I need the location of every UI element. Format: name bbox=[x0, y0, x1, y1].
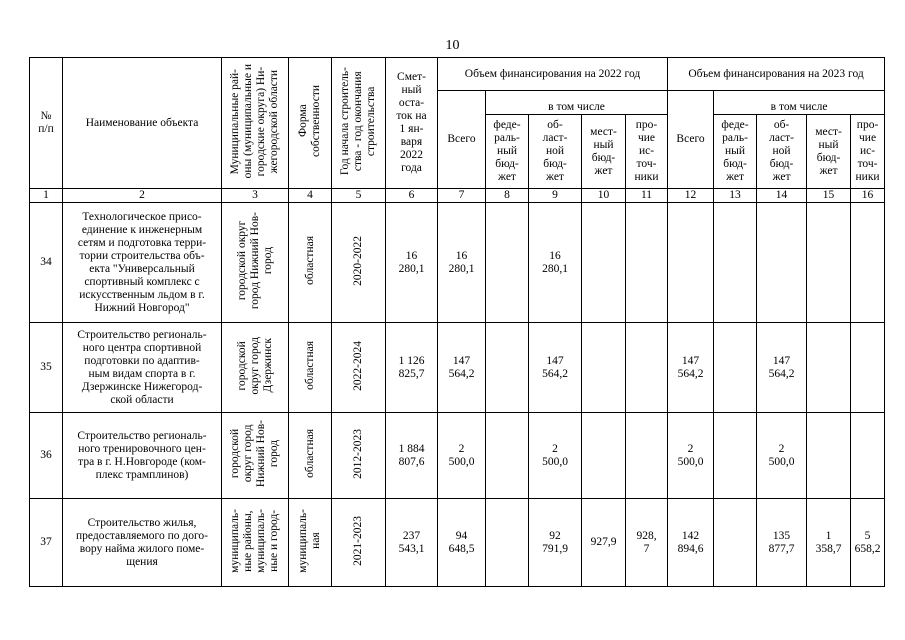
regional-2023: 147 564,2 bbox=[757, 323, 807, 413]
col-number: 4 bbox=[289, 189, 332, 203]
other-2023 bbox=[851, 203, 885, 323]
district-cell: городской округ город Нижний Нов- город bbox=[222, 413, 289, 499]
object-name: Строительство жилья, предоставляемого по дого- вору найма жилого поме- щения bbox=[63, 499, 222, 587]
regional-2022: 92 791,9 bbox=[529, 499, 582, 587]
years-cell: 2020-2022 bbox=[332, 203, 386, 323]
ownership-cell: областная bbox=[289, 203, 332, 323]
header-total-2022: Всего bbox=[438, 91, 486, 189]
col-number: 14 bbox=[757, 189, 807, 203]
col-number: 10 bbox=[582, 189, 626, 203]
col-number: 15 bbox=[807, 189, 851, 203]
col-number: 13 bbox=[714, 189, 757, 203]
header-local-2022: мест- ный бюд- жет bbox=[582, 115, 626, 189]
federal-2022 bbox=[486, 203, 529, 323]
federal-2022 bbox=[486, 323, 529, 413]
local-2023: 1 358,7 bbox=[807, 499, 851, 587]
other-2023 bbox=[851, 323, 885, 413]
other-2023: 5 658,2 bbox=[851, 499, 885, 587]
other-2023 bbox=[851, 413, 885, 499]
local-2022: 927,9 bbox=[582, 499, 626, 587]
regional-2023: 135 877,7 bbox=[757, 499, 807, 587]
col-number: 2 bbox=[63, 189, 222, 203]
header-ownership: Форма собственности bbox=[289, 58, 332, 189]
col-number: 8 bbox=[486, 189, 529, 203]
col-number: 3 bbox=[222, 189, 289, 203]
federal-2022 bbox=[486, 499, 529, 587]
federal-2023 bbox=[714, 499, 757, 587]
estimate-cell: 16 280,1 bbox=[386, 203, 438, 323]
local-2022 bbox=[582, 413, 626, 499]
other-2022 bbox=[626, 203, 668, 323]
total-2022: 16 280,1 bbox=[438, 203, 486, 323]
estimate-cell: 1 884 807,6 bbox=[386, 413, 438, 499]
local-2023 bbox=[807, 413, 851, 499]
years-cell: 2012-2023 bbox=[332, 413, 386, 499]
header-including-2023: в том числе bbox=[714, 91, 885, 115]
object-name: Строительство региональ- ного тренировочного цен- тра в г. Н.Новгороде (ком- плекс трамплинов) bbox=[63, 413, 222, 499]
object-name: Строительство региональ- ного центра спортивной подготовки по адаптив- ным видам спорта в г. Дзержинске Нижегород- ской области bbox=[63, 323, 222, 413]
col-number: 12 bbox=[668, 189, 714, 203]
col-number: 5 bbox=[332, 189, 386, 203]
header-num: № п/п bbox=[30, 58, 63, 189]
page-number: 10 bbox=[445, 38, 460, 53]
district-cell: городской округ город Нижний Нов- город bbox=[222, 203, 289, 323]
table-row-36 bbox=[30, 413, 885, 499]
header-total-2023: Всего bbox=[668, 91, 714, 189]
col-number: 11 bbox=[626, 189, 668, 203]
regional-2023: 2 500,0 bbox=[757, 413, 807, 499]
header-district: Муниципальные рай- оны (муниципальные и городские округа) Ни- жегородской области bbox=[222, 58, 289, 189]
total-2023: 2 500,0 bbox=[668, 413, 714, 499]
local-2023 bbox=[807, 203, 851, 323]
row-num: 37 bbox=[30, 499, 63, 587]
table-row-37 bbox=[30, 499, 885, 587]
header-local-2023: мест- ный бюд- жет bbox=[807, 115, 851, 189]
other-2022 bbox=[626, 323, 668, 413]
table-row-35 bbox=[30, 323, 885, 413]
total-2023: 142 894,6 bbox=[668, 499, 714, 587]
federal-2023 bbox=[714, 413, 757, 499]
table-row-34 bbox=[30, 203, 885, 323]
total-2022: 2 500,0 bbox=[438, 413, 486, 499]
header-fin-2023: Объем финансирования на 2023 год bbox=[668, 58, 885, 91]
total-2022: 147 564,2 bbox=[438, 323, 486, 413]
district-cell: городской округ город Дзержинск bbox=[222, 323, 289, 413]
financing-table bbox=[29, 57, 885, 587]
estimate-cell: 237 543,1 bbox=[386, 499, 438, 587]
header-years: Год начала строитель- ства - год окончания строительства bbox=[332, 58, 386, 189]
regional-2022: 147 564,2 bbox=[529, 323, 582, 413]
header-federal-2023: феде- раль- ный бюд- жет bbox=[714, 115, 757, 189]
col-number: 16 bbox=[851, 189, 885, 203]
ownership-cell: областная bbox=[289, 413, 332, 499]
federal-2023 bbox=[714, 323, 757, 413]
header-including-2022: в том числе bbox=[486, 91, 668, 115]
col-number: 1 bbox=[30, 189, 63, 203]
regional-2023 bbox=[757, 203, 807, 323]
row-num: 34 bbox=[30, 203, 63, 323]
header-name: Наименование объекта bbox=[63, 58, 222, 189]
local-2023 bbox=[807, 323, 851, 413]
federal-2023 bbox=[714, 203, 757, 323]
col-number: 6 bbox=[386, 189, 438, 203]
regional-2022: 16 280,1 bbox=[529, 203, 582, 323]
years-cell: 2021-2023 bbox=[332, 499, 386, 587]
object-name: Технологическое присо- единение к инженерным сетям и подготовка терри- тории строительства объ- екта "Универсальный спортивный комплекс с искусственным льдом в г. Нижний Новгород" bbox=[63, 203, 222, 323]
header-other-2023: про- чие ис- точ- ники bbox=[851, 115, 885, 189]
total-2023 bbox=[668, 203, 714, 323]
other-2022: 928, 7 bbox=[626, 499, 668, 587]
estimate-cell: 1 126 825,7 bbox=[386, 323, 438, 413]
col-number: 9 bbox=[529, 189, 582, 203]
regional-2022: 2 500,0 bbox=[529, 413, 582, 499]
other-2022 bbox=[626, 413, 668, 499]
row-num: 36 bbox=[30, 413, 63, 499]
total-2022: 94 648,5 bbox=[438, 499, 486, 587]
header-regional-2023: об- ласт- ной бюд- жет bbox=[757, 115, 807, 189]
header-row-1 bbox=[30, 58, 885, 91]
total-2023: 147 564,2 bbox=[668, 323, 714, 413]
local-2022 bbox=[582, 203, 626, 323]
header-other-2022: про- чие ис- точ- ники bbox=[626, 115, 668, 189]
column-number-row bbox=[30, 189, 885, 203]
header-fin-2022: Объем финансирования на 2022 год bbox=[438, 58, 668, 91]
federal-2022 bbox=[486, 413, 529, 499]
years-cell: 2022-2024 bbox=[332, 323, 386, 413]
header-regional-2022: об- ласт- ной бюд- жет bbox=[529, 115, 582, 189]
ownership-cell: областная bbox=[289, 323, 332, 413]
district-cell: муниципаль- ные районы, муниципаль- ные и город- bbox=[222, 499, 289, 587]
header-federal-2022: феде- раль- ный бюд- жет bbox=[486, 115, 529, 189]
local-2022 bbox=[582, 323, 626, 413]
row-num: 35 bbox=[30, 323, 63, 413]
header-estimate: Смет- ный оста- ток на 1 ян- варя 2022 года bbox=[386, 58, 438, 189]
ownership-cell: муниципаль- ная bbox=[289, 499, 332, 587]
col-number: 7 bbox=[438, 189, 486, 203]
